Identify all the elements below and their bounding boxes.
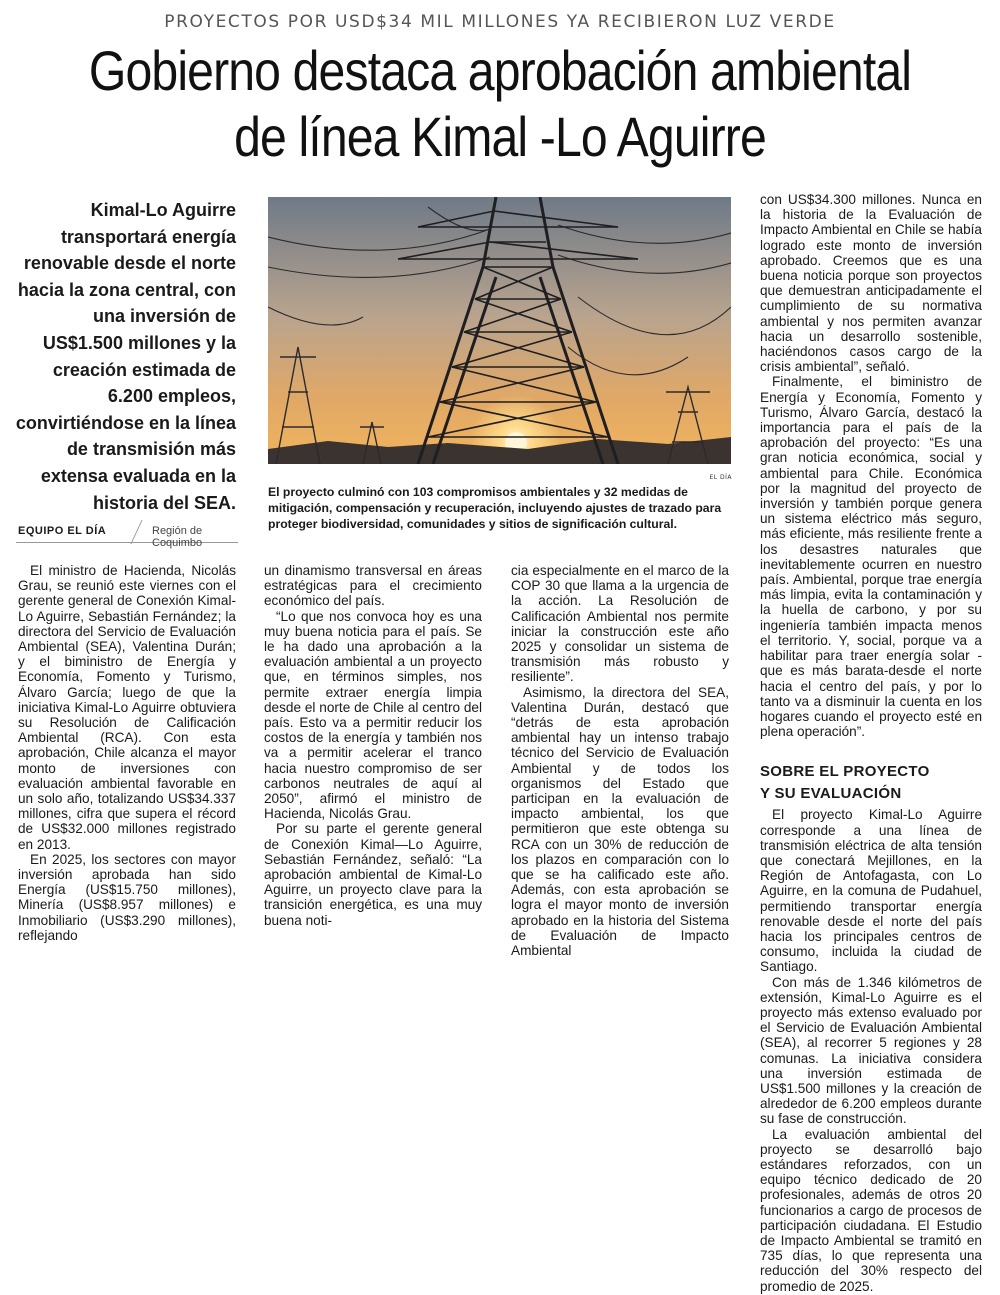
- body-column-3: [511, 563, 729, 958]
- byline: [16, 520, 238, 549]
- paragraph: Finalmente, el biministro de Energía y Economía, Fomento y Turismo, Álvaro García, destacó la importancia para el país de la aprobación del proyecto: “Es una gran noticia económica, social y ambiental para Chile. Económica por la magnitud del proyecto de inversión y también porque genera un sistema eléctrico más seguro, más eficiente, más resiliente frente a los desastres naturales que inevitablemente ocurren en nuestro país. Ambiental, porque trae energía más limpia, evita la contaminación y la huella de carbono, y por su ingeniería también impacta menos el territorio. Y, social, porque va a habilitar para traer energía solar -que es más barata-desde el norte hacia el centro del país, y por lo tanto va a disminuir la cuenta en los hogares cuando el proyecto esté en plena operación”.: [760, 374, 982, 740]
- kicker: PROYECTOS POR USD$34 MIL MILLONES YA RECIBIERON LUZ VERDE: [164, 12, 836, 32]
- section-heading-line-2: Y SU EVALUACIÓN: [760, 785, 902, 803]
- paragraph: con US$34.300 millones. Nunca en la historia de la Evaluación de Impacto Ambiental en Chile se había logrado este monto de inversión aprobado. Creemos que es una buena noticia porque son proyectos que demuestran anticipadamente el cumplimiento de su normativa ambiental y nos permiten avanzar hacia un desarrollo sostenible, haciéndonos casos cargo de la crisis ambiental”, señaló.: [760, 192, 982, 375]
- photo-credit: EL DÍA: [709, 474, 732, 481]
- transmission-tower-photo: [268, 197, 731, 464]
- lead-paragraph: Kimal-Lo Aguirre transportará energía renovable desde el norte hacia la zona central, con una inversión de US$1.500 millones y la creación estimada de 6.200 empleos, convirtiéndose en la línea de transmisión más extensa evaluada en la historia del SEA.: [15, 200, 236, 513]
- headline-line-2: de línea Kimal -Lo Aguirre: [234, 105, 766, 168]
- section-heading: [760, 761, 982, 805]
- sunset-pylon-illustration: [268, 197, 731, 464]
- paragraph: un dinamismo transversal en áreas estratégicas para el crecimiento económico del país.: [264, 563, 482, 609]
- paragraph: Asimismo, la directora del SEA, Valentina Durán, destacó que “detrás de esta aprobación ambiental hay un intenso trabajo técnico del Servicio de Evaluación Ambiental y de todos los organismos del Estado que participan en la evaluación de impacto ambiental, los que permitieron que este obtenga su RCA con un 30% de reducción de los plazos en comparación con lo que se ha calificado este año. Además, con esta aprobación se logra el mayor monto de inversión aprobado en la historia del Sistema de Evaluación de Impacto Ambiental: [511, 684, 729, 959]
- headline: [87, 38, 913, 170]
- byline-region: Región de Coquimbo: [152, 525, 203, 549]
- byline-divider: [130, 520, 142, 544]
- body-column-4: [760, 192, 982, 1294]
- paragraph: El ministro de Hacienda, Nicolás Grau, se reunió este viernes con el gerente general de Conexión Kimal-Lo Aguirre, Sebastián Fernández; la directora del Servicio de Evaluación Ambiental (SEA), Valentina Durán; y el biministro de Energía y Economía, Fomento y Turismo, Álvaro García; luego de que la iniciativa Kimal-Lo Aguirre obtuviera su Resolución de Calificación Ambiental (RCA). Con esta aprobación, Chile alcanza el mayor monto de inversiones con evaluación ambiental favorable en un solo año, totalizando US$34.337 millones, cifra que supera el récord de US$32.000 millones registrado en 2013.: [18, 563, 236, 852]
- paragraph: El proyecto Kimal-Lo Aguirre corresponde a una línea de transmisión eléctrica de alta tensión que conectará Mejillones, en la Región de Antofagasta, con Lo Aguirre, en la comuna de Pudahuel, permitiendo transportar energía renovable desde el norte del país hacia los principales centros de consumo, incluida la ciudad de Santiago.: [760, 807, 982, 975]
- photo-caption: El proyecto culminó con 103 compromisos ambientales y 32 medidas de mitigación, compensación y recuperación, incluyendo ajustes de trazado para proteger biodiversidad, comunidades y sitios de significación cultural.: [268, 485, 722, 531]
- paragraph: La evaluación ambiental del proyecto se desarrolló bajo estándares reforzados, con un equipo técnico dedicado de 20 profesionales, además de otros 20 funcionarios a cargo de procesos de participación ciudadana. El Estudio de Impacto Ambiental se tramitó en 735 días, lo que representa una reducción del 30% respecto del promedio de 2025.: [760, 1126, 982, 1294]
- section-heading-line-1: SOBRE EL PROYECTO: [760, 763, 930, 781]
- headline-line-1: Gobierno destaca aprobación ambiental: [88, 39, 912, 102]
- body-column-2: [264, 563, 482, 928]
- body-column-1: [18, 563, 236, 943]
- paragraph: Por su parte el gerente general de Conexión Kimal—Lo Aguirre, Sebastián Fernández, señaló: “La aprobación ambiental de Kimal-Lo Aguirre, un proyecto clave para la transición energética, es una muy buena noti-: [264, 821, 482, 928]
- paragraph: Con más de 1.346 kilómetros de extensión, Kimal-Lo Aguirre es el proyecto más extenso evaluado por el Servicio de Evaluación Ambiental (SEA), al recorrer 5 regiones y 28 comunas. La iniciativa considera una inversión estimada de US$1.500 millones y la creación de alrededor de 6.200 empleos durante su fase de construcción.: [760, 974, 982, 1127]
- byline-author: EQUIPO EL DÍA: [18, 525, 107, 537]
- paragraph: En 2025, los sectores con mayor inversión aprobada han sido Energía (US$15.750 millones), Minería (US$8.957 millones) e Inmobiliario (US$3.290 millones), reflejando: [18, 851, 236, 943]
- paragraph: cia especialmente en el marco de la COP 30 que llama a la urgencia de la acción. La Resolución de Calificación Ambiental nos permite iniciar la construcción este año 2025 y consolidar un sistema de transmisión más robusto y resiliente”.: [511, 563, 729, 685]
- paragraph: “Lo que nos convoca hoy es una muy buena noticia para el país. Se le ha dado una aprobación a la evaluación ambiental a un proyecto que, en términos simples, nos permite extraer energía limpia desde el norte de Chile al centro del país. Esto va a permitir reducir los costos de la energía y también nos va a permitir acelerar el tranco hacia nuestro compromiso de ser carbonos neutrales de aquí al 2050”, afirmó el ministro de Hacienda, Nicolás Grau.: [264, 608, 482, 822]
